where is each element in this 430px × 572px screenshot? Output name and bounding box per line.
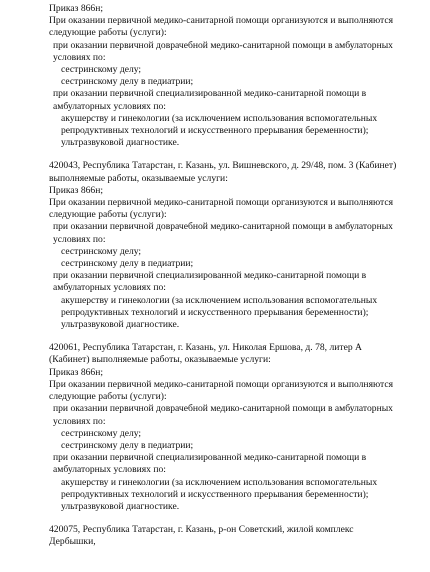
text-line: Приказ 866н; bbox=[49, 366, 104, 378]
text-line: акушерству и гинекологии (за исключением использования вспомогательных репродуктивных технологий и искусственного прерывания беременности); bbox=[61, 476, 378, 500]
text-line: Приказ 866н; bbox=[49, 184, 104, 196]
text-line: При оказании первичной медико-санитарной помощи организуются и выполняются следующие работы (услуги): bbox=[49, 197, 393, 221]
text-line: при оказании первичной специализированной медико-санитарной помощи в амбулаторных условиях по: bbox=[53, 88, 367, 112]
text-line: Приказ 866н; bbox=[49, 3, 104, 14]
text-line: при оказании первичной доврачебной медико-санитарной помощи в амбулаторных условиях по: bbox=[53, 39, 393, 63]
text-line: акушерству и гинекологии (за исключением использования вспомогательных репродуктивных технологий и искусственного прерывания беременности); bbox=[61, 294, 378, 318]
text-line: при оказании первичной специализированной медико-санитарной помощи в амбулаторных условиях по: bbox=[53, 452, 367, 476]
text-line: акушерству и гинекологии (за исключением использования вспомогательных репродуктивных технологий и искусственного прерывания беременности); bbox=[61, 112, 378, 137]
text-line: при оказании первичной специализированной медико-санитарной помощи в амбулаторных условиях по: bbox=[53, 270, 367, 294]
text-block bbox=[49, 3, 399, 149]
text-line: сестринскому делу в педиатрии; bbox=[61, 258, 194, 270]
text-line: 420061, Республика Татарстан, г. Казань, ул. Николая Ершова, д. 78, литер А (Кабинет) выполняемые работы, оказываемые услуги: bbox=[49, 342, 362, 366]
text-line: ультразвуковой диагностике. bbox=[61, 137, 180, 149]
text-line: сестринскому делу; bbox=[61, 245, 142, 257]
text-line: сестринскому делу; bbox=[61, 64, 142, 76]
text-line: 420043, Республика Татарстан, г. Казань, ул. Вишневского, д. 29/48, пом. 3 (Кабинет) выполняемые работы, оказываемые услуги: bbox=[49, 160, 397, 184]
text-line: ультразвуковой диагностике. bbox=[61, 500, 180, 512]
text-line: при оказании первичной доврачебной медико-санитарной помощи в амбулаторных условиях по: bbox=[53, 221, 393, 245]
text-block bbox=[49, 342, 399, 513]
text-block bbox=[49, 524, 399, 548]
text-line: сестринскому делу в педиатрии; bbox=[61, 76, 194, 88]
text-line: При оказании первичной медико-санитарной помощи организуются и выполняются следующие работы (услуги): bbox=[49, 15, 393, 39]
text-line: сестринскому делу в педиатрии; bbox=[61, 439, 194, 451]
text-block bbox=[49, 160, 399, 331]
text-line: при оказании первичной доврачебной медико-санитарной помощи в амбулаторных условиях по: bbox=[53, 403, 393, 427]
document-page bbox=[49, 3, 399, 549]
text-line: 420075, Республика Татарстан, г. Казань, р-он Советский, жилой комплекс Дербышки, bbox=[49, 524, 354, 548]
text-line: сестринскому делу; bbox=[61, 427, 142, 439]
text-line: ультразвуковой диагностике. bbox=[61, 319, 180, 331]
text-line: При оказании первичной медико-санитарной помощи организуются и выполняются следующие работы (услуги): bbox=[49, 378, 393, 403]
